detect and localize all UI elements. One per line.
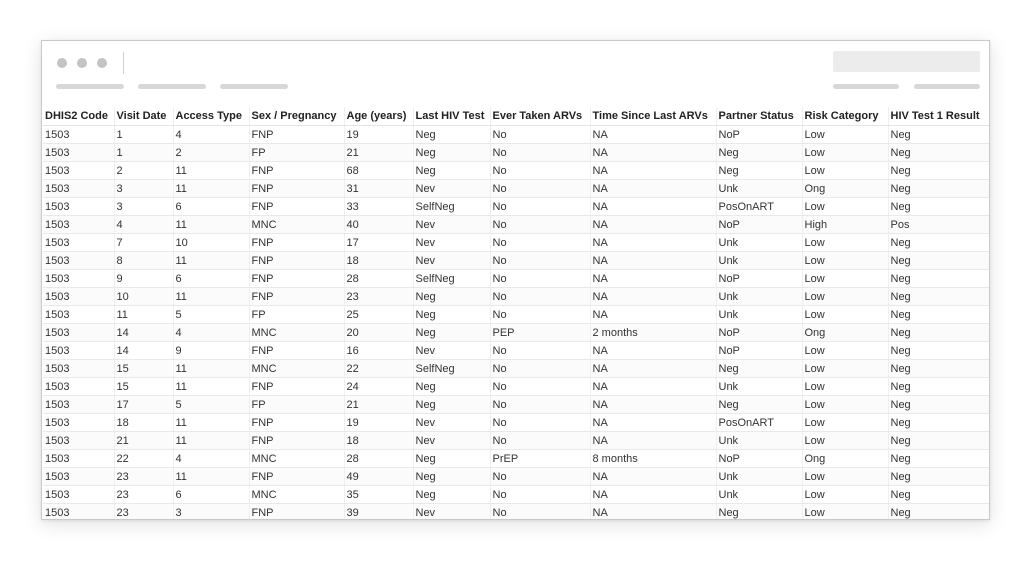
table-row[interactable]: [43, 486, 989, 504]
table-cell: Unk: [716, 252, 802, 270]
table-cell: Low: [802, 468, 888, 486]
table-cell: PosOnART: [716, 414, 802, 432]
table-cell: Unk: [716, 432, 802, 450]
table-row[interactable]: [43, 450, 989, 468]
table-cell: 10: [173, 234, 249, 252]
table-cell: Ong: [802, 450, 888, 468]
table-cell: Neg: [888, 180, 989, 198]
table-cell: NA: [590, 270, 716, 288]
table-cell: 11: [173, 432, 249, 450]
window-close-dot-icon[interactable]: [57, 58, 67, 68]
table-row[interactable]: [43, 432, 989, 450]
table-cell: Neg: [413, 378, 490, 396]
table-cell: NA: [590, 306, 716, 324]
table-cell: 1503: [43, 252, 114, 270]
table-cell: 1503: [43, 396, 114, 414]
table-cell: Neg: [888, 306, 989, 324]
table-cell: 18: [344, 252, 413, 270]
table-row[interactable]: [43, 414, 989, 432]
table-cell: 6: [173, 270, 249, 288]
table-row[interactable]: [43, 378, 989, 396]
table-cell: 5: [173, 396, 249, 414]
table-cell: Low: [802, 144, 888, 162]
table-row[interactable]: [43, 126, 989, 144]
table-cell: 49: [344, 468, 413, 486]
table-cell: No: [490, 216, 590, 234]
table-cell: 11: [114, 306, 173, 324]
table-cell: FNP: [249, 342, 344, 360]
table-cell: Neg: [888, 414, 989, 432]
table-cell: No: [490, 360, 590, 378]
column-header[interactable]: Last HIV Test: [413, 107, 490, 126]
table-cell: NA: [590, 396, 716, 414]
table-cell: 1503: [43, 162, 114, 180]
table-cell: 19: [344, 414, 413, 432]
table-cell: FNP: [249, 270, 344, 288]
table-cell: Neg: [413, 162, 490, 180]
table-cell: NA: [590, 378, 716, 396]
table-cell: FNP: [249, 198, 344, 216]
toolbar-placeholder-1[interactable]: [833, 84, 899, 89]
table-cell: Unk: [716, 288, 802, 306]
table-cell: 15: [114, 360, 173, 378]
table-cell: Low: [802, 432, 888, 450]
table-cell: No: [490, 378, 590, 396]
table-cell: MNC: [249, 486, 344, 504]
table-cell: Neg: [888, 504, 989, 521]
column-header[interactable]: Partner Status: [716, 107, 802, 126]
table-cell: FNP: [249, 288, 344, 306]
table-cell: 4: [173, 126, 249, 144]
table-cell: No: [490, 288, 590, 306]
table-cell: 14: [114, 342, 173, 360]
table-cell: NA: [590, 486, 716, 504]
address-bar[interactable]: [833, 51, 980, 72]
table-cell: NA: [590, 360, 716, 378]
table-cell: No: [490, 342, 590, 360]
table-cell: NA: [590, 216, 716, 234]
table-cell: Unk: [716, 234, 802, 252]
table-cell: 16: [344, 342, 413, 360]
table-cell: 20: [344, 324, 413, 342]
table-cell: Low: [802, 198, 888, 216]
table-cell: Unk: [716, 468, 802, 486]
toolbar-placeholder-2[interactable]: [914, 84, 980, 89]
table-cell: Low: [802, 270, 888, 288]
table-cell: Neg: [413, 306, 490, 324]
table-cell: 11: [173, 378, 249, 396]
table-cell: Nev: [413, 432, 490, 450]
table-cell: 21: [344, 396, 413, 414]
table-cell: 8 months: [590, 450, 716, 468]
table-cell: Neg: [413, 126, 490, 144]
table-cell: 22: [344, 360, 413, 378]
table-row[interactable]: [43, 144, 989, 162]
table-cell: No: [490, 468, 590, 486]
table-row[interactable]: [43, 198, 989, 216]
table-cell: FNP: [249, 234, 344, 252]
table-cell: 10: [114, 288, 173, 306]
table-cell: FNP: [249, 252, 344, 270]
table-cell: 11: [173, 468, 249, 486]
table-cell: FNP: [249, 162, 344, 180]
data-table-container: [43, 107, 989, 520]
table-cell: 4: [173, 450, 249, 468]
table-cell: 1503: [43, 198, 114, 216]
table-cell: 5: [173, 306, 249, 324]
table-cell: Neg: [413, 144, 490, 162]
table-row[interactable]: [43, 504, 989, 521]
table-cell: Nev: [413, 252, 490, 270]
table-row[interactable]: [43, 252, 989, 270]
table-cell: 1503: [43, 414, 114, 432]
table-cell: 6: [173, 198, 249, 216]
table-cell: Pos: [888, 216, 989, 234]
table-cell: FNP: [249, 414, 344, 432]
table-cell: FNP: [249, 468, 344, 486]
table-cell: Nev: [413, 234, 490, 252]
column-header[interactable]: Visit Date: [114, 107, 173, 126]
table-cell: 31: [344, 180, 413, 198]
table-header-row: [43, 107, 989, 126]
table-cell: 39: [344, 504, 413, 521]
table-cell: Unk: [716, 180, 802, 198]
table-cell: 11: [173, 180, 249, 198]
table-cell: Nev: [413, 504, 490, 521]
table-cell: NoP: [716, 216, 802, 234]
table-cell: 40: [344, 216, 413, 234]
table-cell: 14: [114, 324, 173, 342]
column-header[interactable]: Sex / Pregnancy: [249, 107, 344, 126]
column-header[interactable]: Access Type: [173, 107, 249, 126]
column-header[interactable]: Ever Taken ARVs: [490, 107, 590, 126]
table-cell: Neg: [888, 468, 989, 486]
table-cell: MNC: [249, 216, 344, 234]
table-cell: Low: [802, 162, 888, 180]
table-cell: SelfNeg: [413, 360, 490, 378]
table-cell: SelfNeg: [413, 198, 490, 216]
table-cell: Low: [802, 288, 888, 306]
table-cell: Nev: [413, 414, 490, 432]
table-cell: 25: [344, 306, 413, 324]
table-cell: 3: [114, 198, 173, 216]
table-cell: 23: [344, 288, 413, 306]
table-cell: PrEP: [490, 450, 590, 468]
table-row[interactable]: [43, 270, 989, 288]
table-cell: MNC: [249, 360, 344, 378]
table-row[interactable]: [43, 288, 989, 306]
table-cell: Low: [802, 234, 888, 252]
table-cell: 1503: [43, 126, 114, 144]
table-cell: Neg: [888, 144, 989, 162]
table-cell: Neg: [888, 198, 989, 216]
table-cell: Neg: [413, 486, 490, 504]
table-cell: 8: [114, 252, 173, 270]
table-cell: Neg: [413, 324, 490, 342]
table-cell: Neg: [888, 432, 989, 450]
table-cell: 18: [344, 432, 413, 450]
table-cell: NoP: [716, 342, 802, 360]
table-cell: 15: [114, 378, 173, 396]
table-cell: 1503: [43, 486, 114, 504]
table-cell: NoP: [716, 324, 802, 342]
table-cell: 22: [114, 450, 173, 468]
table-cell: NA: [590, 234, 716, 252]
window-titlebar: [42, 41, 989, 105]
table-cell: Neg: [413, 468, 490, 486]
table-cell: Neg: [716, 396, 802, 414]
table-cell: Low: [802, 504, 888, 521]
table-cell: 33: [344, 198, 413, 216]
data-table: [43, 107, 989, 520]
table-cell: 7: [114, 234, 173, 252]
table-cell: 3: [114, 180, 173, 198]
table-cell: Neg: [888, 378, 989, 396]
table-cell: 1503: [43, 360, 114, 378]
tab-placeholder-3[interactable]: [220, 84, 288, 89]
table-cell: Neg: [888, 342, 989, 360]
table-cell: 17: [344, 234, 413, 252]
table-cell: 4: [114, 216, 173, 234]
table-cell: NA: [590, 162, 716, 180]
table-cell: 68: [344, 162, 413, 180]
table-cell: Neg: [413, 288, 490, 306]
table-cell: Neg: [888, 450, 989, 468]
table-cell: 1503: [43, 144, 114, 162]
table-cell: 11: [173, 288, 249, 306]
table-cell: Neg: [716, 162, 802, 180]
table-cell: NA: [590, 414, 716, 432]
table-cell: FNP: [249, 126, 344, 144]
table-cell: 1503: [43, 468, 114, 486]
table-cell: SelfNeg: [413, 270, 490, 288]
table-cell: No: [490, 252, 590, 270]
table-cell: No: [490, 396, 590, 414]
table-cell: 11: [173, 162, 249, 180]
table-cell: 1503: [43, 504, 114, 521]
table-cell: 1503: [43, 342, 114, 360]
table-row[interactable]: [43, 468, 989, 486]
table-cell: Low: [802, 306, 888, 324]
table-cell: FNP: [249, 378, 344, 396]
table-cell: Nev: [413, 180, 490, 198]
table-cell: Neg: [888, 126, 989, 144]
table-cell: 1503: [43, 180, 114, 198]
table-cell: Low: [802, 414, 888, 432]
table-cell: FP: [249, 306, 344, 324]
table-cell: 11: [173, 252, 249, 270]
table-cell: Unk: [716, 486, 802, 504]
table-cell: NA: [590, 252, 716, 270]
table-cell: Neg: [888, 234, 989, 252]
table-cell: 35: [344, 486, 413, 504]
table-cell: 1503: [43, 432, 114, 450]
table-cell: No: [490, 198, 590, 216]
table-cell: 4: [173, 324, 249, 342]
table-cell: 17: [114, 396, 173, 414]
tab-placeholder-2[interactable]: [138, 84, 206, 89]
table-cell: 1503: [43, 306, 114, 324]
table-cell: Low: [802, 378, 888, 396]
table-cell: Ong: [802, 180, 888, 198]
table-cell: 21: [114, 432, 173, 450]
column-header[interactable]: Age (years): [344, 107, 413, 126]
table-cell: Low: [802, 252, 888, 270]
table-cell: Low: [802, 486, 888, 504]
table-cell: Unk: [716, 378, 802, 396]
table-row[interactable]: [43, 180, 989, 198]
table-cell: 1503: [43, 234, 114, 252]
table-cell: No: [490, 504, 590, 521]
table-row[interactable]: [43, 234, 989, 252]
table-cell: NoP: [716, 270, 802, 288]
table-cell: 28: [344, 270, 413, 288]
table-cell: 24: [344, 378, 413, 396]
table-cell: Neg: [716, 144, 802, 162]
table-cell: Neg: [888, 486, 989, 504]
table-cell: NA: [590, 180, 716, 198]
table-cell: 9: [114, 270, 173, 288]
table-cell: No: [490, 306, 590, 324]
table-cell: Neg: [888, 252, 989, 270]
table-cell: No: [490, 270, 590, 288]
table-cell: 2: [173, 144, 249, 162]
table-cell: NA: [590, 198, 716, 216]
table-cell: 1: [114, 126, 173, 144]
table-cell: 1503: [43, 288, 114, 306]
table-row[interactable]: [43, 306, 989, 324]
table-cell: MNC: [249, 324, 344, 342]
table-cell: 9: [173, 342, 249, 360]
table-cell: High: [802, 216, 888, 234]
table-row[interactable]: [43, 216, 989, 234]
table-cell: 23: [114, 486, 173, 504]
table-cell: NA: [590, 144, 716, 162]
table-cell: Neg: [716, 360, 802, 378]
table-cell: 2 months: [590, 324, 716, 342]
table-cell: Low: [802, 396, 888, 414]
table-cell: 11: [173, 216, 249, 234]
table-cell: FNP: [249, 432, 344, 450]
table-cell: FNP: [249, 504, 344, 521]
table-cell: No: [490, 162, 590, 180]
table-cell: 11: [173, 360, 249, 378]
table-cell: No: [490, 432, 590, 450]
table-row[interactable]: [43, 342, 989, 360]
table-cell: 11: [173, 414, 249, 432]
table-row[interactable]: [43, 396, 989, 414]
table-cell: No: [490, 414, 590, 432]
window-minimize-dot-icon[interactable]: [77, 58, 87, 68]
table-cell: NA: [590, 504, 716, 521]
tab-placeholder-1[interactable]: [56, 84, 124, 89]
table-row[interactable]: [43, 360, 989, 378]
table-cell: 28: [344, 450, 413, 468]
table-cell: 21: [344, 144, 413, 162]
table-row[interactable]: [43, 324, 989, 342]
table-cell: Ong: [802, 324, 888, 342]
browser-window: [41, 40, 990, 520]
column-header[interactable]: Time Since Last ARVs: [590, 107, 716, 126]
titlebar-divider: [123, 52, 124, 74]
table-cell: NoP: [716, 450, 802, 468]
table-cell: 18: [114, 414, 173, 432]
table-cell: 1503: [43, 216, 114, 234]
table-cell: Unk: [716, 306, 802, 324]
table-cell: 1503: [43, 378, 114, 396]
table-cell: 1503: [43, 450, 114, 468]
table-cell: No: [490, 180, 590, 198]
table-cell: PosOnART: [716, 198, 802, 216]
table-cell: Neg: [888, 270, 989, 288]
table-cell: FP: [249, 144, 344, 162]
table-cell: PEP: [490, 324, 590, 342]
table-cell: FP: [249, 396, 344, 414]
table-cell: 19: [344, 126, 413, 144]
table-cell: 2: [114, 162, 173, 180]
table-cell: Low: [802, 342, 888, 360]
table-cell: Neg: [716, 504, 802, 521]
table-cell: 1: [114, 144, 173, 162]
table-cell: NA: [590, 432, 716, 450]
table-cell: No: [490, 234, 590, 252]
column-header[interactable]: HIV Test 1 Result: [888, 107, 989, 126]
table-cell: 23: [114, 468, 173, 486]
table-cell: FNP: [249, 180, 344, 198]
table-row[interactable]: [43, 162, 989, 180]
window-maximize-dot-icon[interactable]: [97, 58, 107, 68]
table-cell: No: [490, 144, 590, 162]
table-cell: 1503: [43, 324, 114, 342]
table-cell: No: [490, 126, 590, 144]
table-cell: Neg: [413, 396, 490, 414]
column-header[interactable]: DHIS2 Code: [43, 107, 114, 126]
table-cell: No: [490, 486, 590, 504]
table-cell: Low: [802, 360, 888, 378]
table-cell: MNC: [249, 450, 344, 468]
table-cell: Neg: [888, 324, 989, 342]
column-header[interactable]: Risk Category: [802, 107, 888, 126]
table-cell: NA: [590, 342, 716, 360]
table-cell: Nev: [413, 216, 490, 234]
table-cell: NoP: [716, 126, 802, 144]
table-cell: 3: [173, 504, 249, 521]
table-cell: NA: [590, 288, 716, 306]
table-cell: NA: [590, 468, 716, 486]
table-cell: 23: [114, 504, 173, 521]
table-cell: Neg: [888, 288, 989, 306]
table-cell: Neg: [888, 396, 989, 414]
table-cell: 1503: [43, 270, 114, 288]
table-body: [43, 126, 989, 521]
table-cell: Neg: [413, 450, 490, 468]
table-cell: 6: [173, 486, 249, 504]
table-cell: Low: [802, 126, 888, 144]
table-cell: Neg: [888, 162, 989, 180]
table-cell: Nev: [413, 342, 490, 360]
table-cell: Neg: [888, 360, 989, 378]
table-cell: NA: [590, 126, 716, 144]
